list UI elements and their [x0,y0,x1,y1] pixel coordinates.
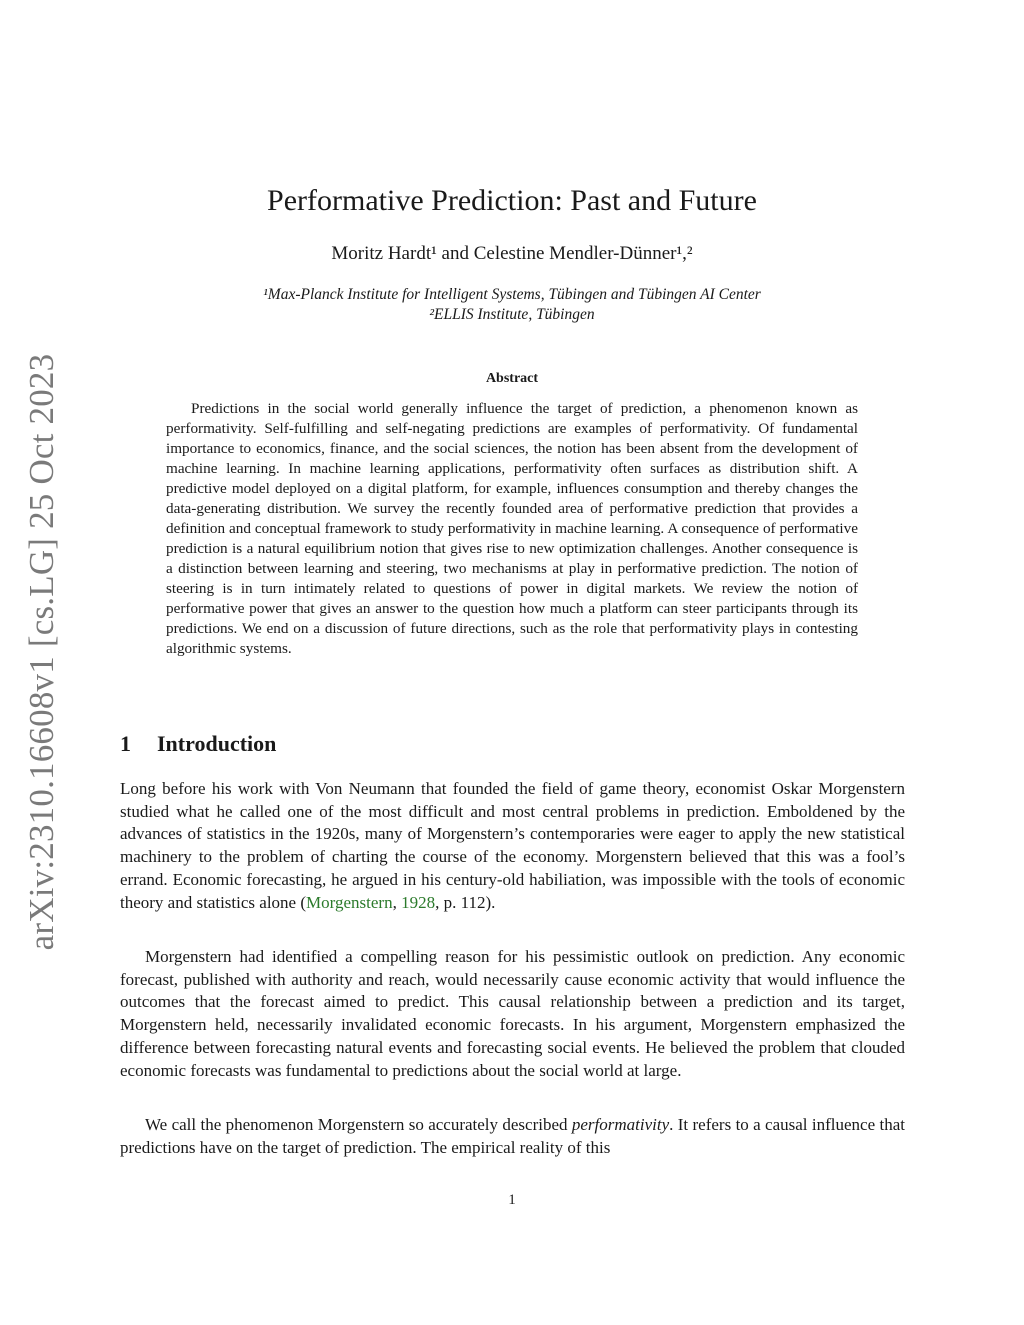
paragraph-1-tail: , p. 112). [435,892,496,912]
citation-separator: , [392,892,402,912]
affiliation-2: ²ELLIS Institute, Tübingen [429,306,595,323]
section-number: 1 [120,731,131,756]
arxiv-identifier-stamp: arXiv:2310.16608v1 [cs.LG] 25 Oct 2023 [22,353,61,951]
abstract-body: Predictions in the social world generally influence the target of prediction, a phenomenon known as performativity. Self-fulfilling and self-negating predictions are examples of performativity. Of fundamental importance to economics, finance, and the social sciences, the notion has been absent from the development of machine learning. In machine learning applications, performativity often surfaces as distribution shift. A predictive model deployed on a digital platform, for example, influences consumption and thereby changes the data-generating distribution. We survey the recently founded area of performative prediction that provides a definition and conceptual framework to study performativity in machine learning. A consequence of performative prediction is a natural equilibrium notion that gives rise to new optimization challenges. Another consequence is a distinction between learning and steering, two mechanisms at play in performative prediction. The notion of steering is in turn intimately related to questions of power in digital markets. We review the notion of performative power that gives an answer to the question how much a platform can steer participants through its predictions. We end on a discussion of future directions, such as the role that performativity plays in contesting algorithmic systems. [166,400,858,657]
emphasized-term: performativity [571,1115,670,1134]
paper-authors: Moritz Hardt¹ and Celestine Mendler-Dünner¹,² [331,243,693,264]
abstract-heading: Abstract [485,371,539,386]
page-number: 1 [508,1192,516,1208]
paragraph-2: Morgenstern had identified a compelling reason for his pessimistic outlook on prediction. Any economic forecast, published with authority and reach, would necessarily cause economic activity that would influence the outcomes that the forecast aimed to predict. This causal relationship between a prediction and its target, Morgenstern held, necessarily invalidated economic forecasts. In his argument, Morgenstern emphasized the difference between forecasting natural events and forecasting social events. He believed the problem that clouded economic forecasts was fundamental to predictions about the social world at large. [120,947,905,1080]
citation-year-link[interactable]: 1928 [401,892,436,912]
paper-title: Performative Prediction: Past and Future [267,184,757,217]
section-heading [120,731,276,757]
paragraph-1-text: Long before his work with Von Neumann that founded the field of game theory, economist Oskar Morgenstern studied what he called one of the most difficult and most central problems in prediction. Emboldened by the advances of statistics in the 1920s, many of Morgenstern’s contemporaries were eager to apply the new statistical machinery to the problem of charting the course of the economy. Morgenstern believed that this was a fool’s errand. Economic forecasting, he argued in his century-old habiliation, was impossible with the tools of economic theory and statistics alone ( [120,779,905,912]
paragraph-3-text: We call the phenomenon Morgenstern so accurately described [145,1115,572,1134]
affiliation-1: ¹Max-Planck Institute for Intelligent Systems, Tübingen and Tübingen AI Center [263,286,761,303]
paragraph-3-tail: . It refers to a causal influence that predictions have on the target of prediction. The empirical reality of this [120,1115,905,1157]
section-title: Introduction [157,731,277,756]
paragraph-3 [120,1114,905,1159]
citation-author-link[interactable]: Morgenstern [306,892,393,912]
paragraph-1 [120,778,905,914]
